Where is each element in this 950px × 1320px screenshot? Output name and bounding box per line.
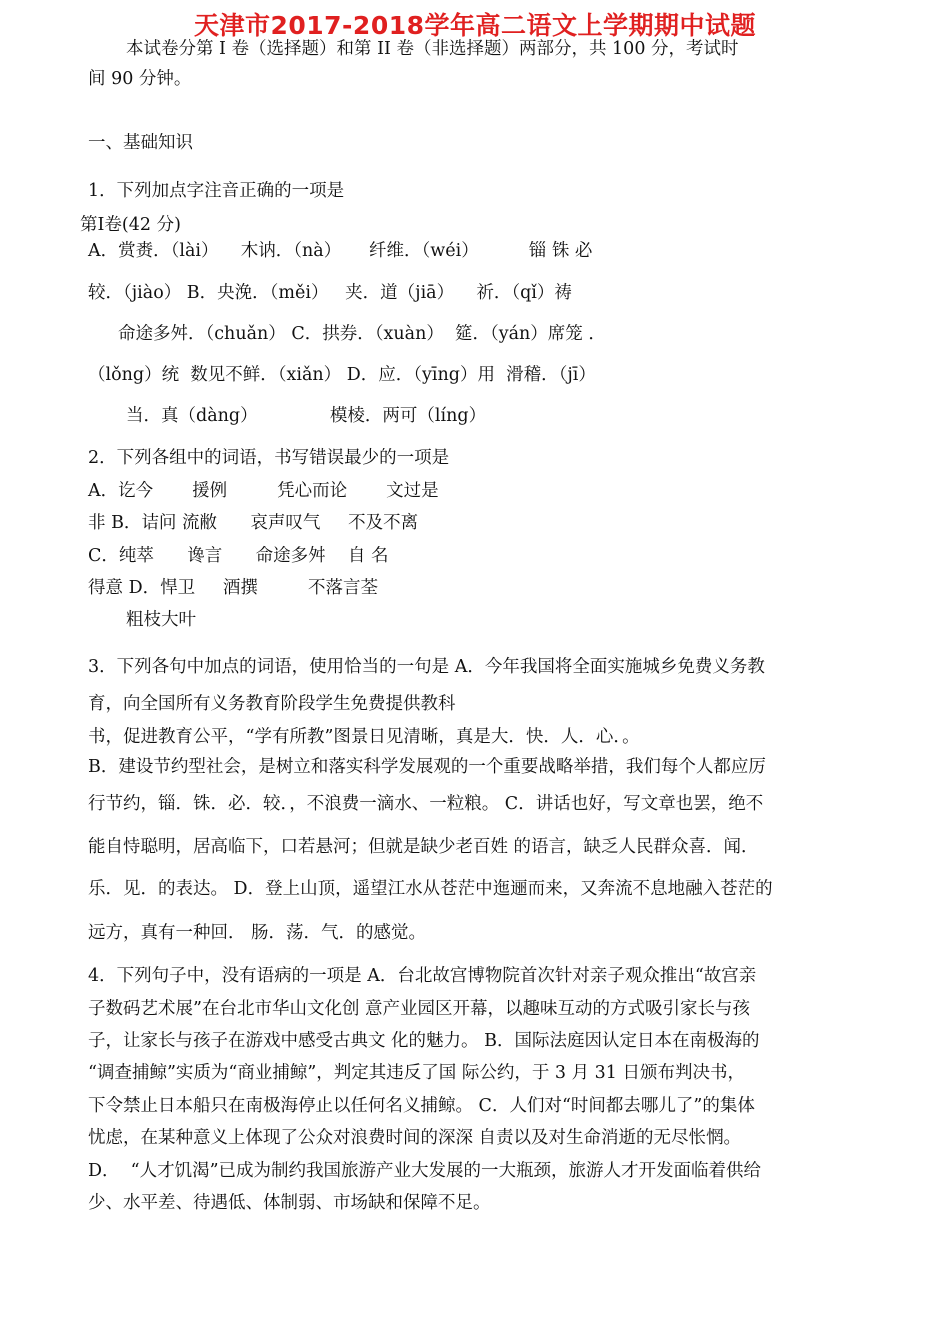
q3-line: 能自恃聪明，居高临下，口若悬河；但就是缺少老百姓 的语言，缺乏人民群众喜．闻． (88, 837, 759, 857)
q3-line: 远方，真有一种回． 肠．荡．气．的感觉。 (88, 923, 427, 943)
q4-line: 子数码艺术展”在台北市华山文化创 意产业园区开幕，以趣味互动的方式吸引家长与孩 (88, 999, 751, 1019)
question-2-stem: 2．下列各组中的词语，书写错误最少的一项是 (88, 448, 450, 468)
q1-line: （lǒng）统 数见不鲜．（xiǎn） D．应．（yīng）用 滑稽．（jī） (88, 365, 596, 385)
q3-line: 书，促进教育公平，“学有所教”图景日见清晰，真是大．快．人．心．。 (88, 727, 640, 747)
part-label: 第Ⅰ卷(42 分) (80, 215, 181, 235)
q3-line: 行节约，锱．铢．必．较．，不浪费一滴水、一粒粮。 C．讲话也好，写文章也罢，绝不 (88, 794, 764, 814)
q4-line: “调查捕鲸”实质为“商业捕鲸”，判定其违反了国 际公约，于 3 月 31 日颁布判决书， (88, 1063, 745, 1083)
q3-line: B．建设节约型社会，是树立和落实科学发展观的一个重要战略举措，我们每个人都应厉 (88, 757, 766, 777)
q3-line: 育，向全国所有义务教育阶段学生免费提供教科 (88, 694, 456, 714)
intro-line-2: 间 90 分钟。 (88, 69, 192, 89)
q2-line: 非 B．诘问 流敝 哀声叹气 不及不离 (88, 513, 419, 533)
section-heading: 一、基础知识 (88, 133, 193, 153)
q1-line: 较．（jiào） B．央浼．（měi） 夹．道（jiā） 祈．（qǐ）祷 (88, 283, 572, 303)
q1-line: A．赏赉．（lài） 木讷．（nà） 纤维．（wéi） 锱 铢 必 (88, 241, 593, 261)
question-1-stem: 1．下列加点字注音正确的一项是 (88, 181, 345, 201)
question-4-stem: 4．下列句子中，没有语病的一项是 A．台北故宫博物院首次针对亲子观众推出“故宫亲 (88, 966, 757, 986)
q2-line: 粗枝大叶 (126, 610, 196, 630)
q4-line: 忧虑，在某种意义上体现了公众对浪费时间的深深 自责以及对生命消逝的无尽怅惘。 (88, 1128, 742, 1148)
q3-line: 乐．见．的表达。 D．登上山顶，遥望江水从苍茫中迤逦而来，又奔流不息地融入苍茫的 (88, 879, 773, 899)
page-title: 天津市2017-2018学年高二语文上学期期中试题 (193, 11, 757, 40)
q2-line: C．纯萃 谗言 命途多舛 自 名 (88, 546, 389, 566)
q4-line: 下令禁止日本船只在南极海停止以任何名义捕鲸。 C．人们对“时间都去哪儿了”的集体 (88, 1096, 755, 1116)
q1-line: 命途多舛．（chuǎn） C．拱券．（xuàn） 筵．（yán）席笼 ． (118, 324, 606, 344)
q4-line: 少、水平差、待遇低、体制弱、市场缺和保障不足。 (88, 1193, 491, 1213)
q4-line: D． “人才饥渴”已成为制约我国旅游产业大发展的一大瓶颈，旅游人才开发面临着供给 (88, 1161, 762, 1181)
intro-line-1: 本试卷分第 I 卷（选择题）和第 II 卷（非选择题）两部分，共 100 分，考试时 (126, 39, 739, 59)
question-3-stem: 3．下列各句中加点的词语，使用恰当的一句是 A．今年我国将全面实施城乡免费义务教 (88, 657, 765, 677)
q2-line: A．讫今 援例 凭心而论 文过是 (88, 481, 439, 501)
q2-line: 得意 D．悍卫 酒撰 不落言荃 (88, 578, 378, 598)
q1-line: 当．真（dàng） 模棱．两可（líng） (126, 406, 487, 426)
q4-line: 子，让家长与孩子在游戏中感受古典文 化的魅力。 B．国际法庭因认定日本在南极海的 (88, 1031, 760, 1051)
